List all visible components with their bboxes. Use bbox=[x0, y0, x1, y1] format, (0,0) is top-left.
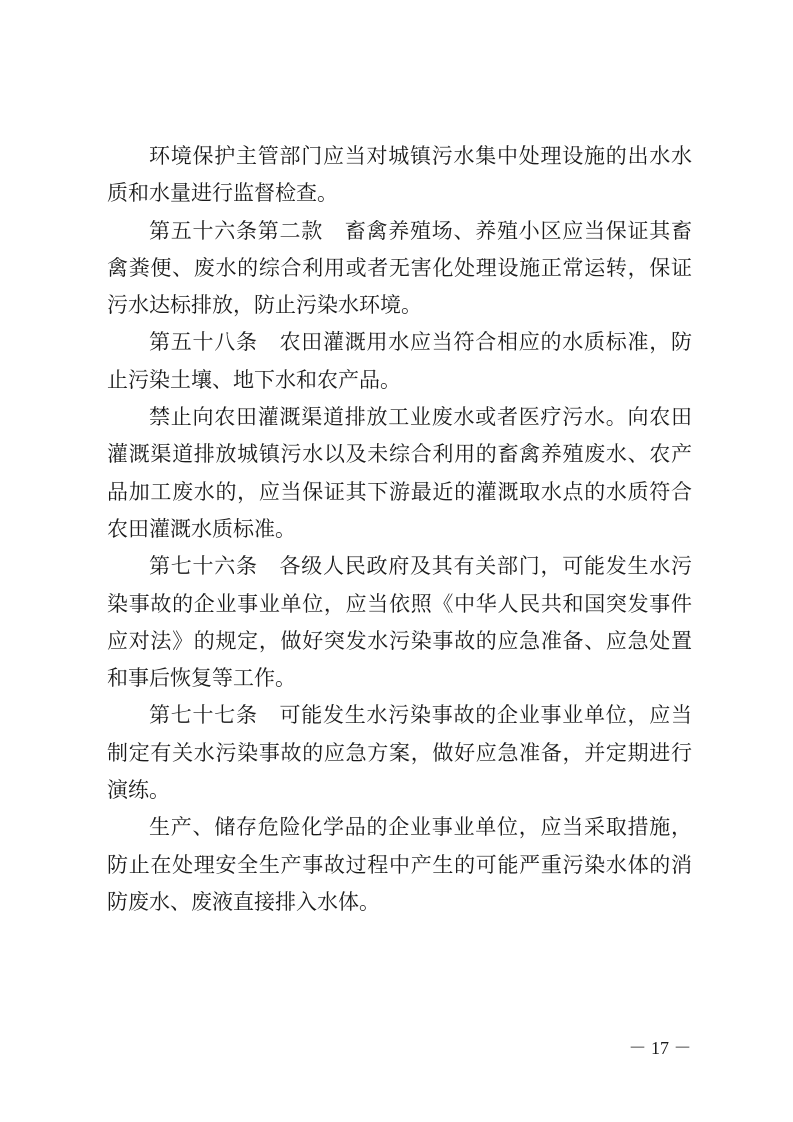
page-number: － 17 － bbox=[628, 1038, 692, 1058]
document-body bbox=[107, 138, 692, 921]
paragraph-3: 第五十八条 农田灌溉用水应当符合相应的水质标准，防止污染土壤、地下水和农产品。 bbox=[107, 330, 692, 392]
paragraph-7: 生产、储存危险化学品的企业事业单位，应当采取措施，防止在处理安全生产事故过程中产生的可能严重污染水体的消防废水、废液直接排入水体。 bbox=[107, 815, 692, 914]
paragraph-4: 禁止向农田灌溉渠道排放工业废水或者医疗污水。向农田灌溉渠道排放城镇污水以及未综合利用的畜禽养殖废水、农产品加工废水的，应当保证其下游最近的灌溉取水点的水质符合农田灌溉水质标准。 bbox=[107, 405, 692, 541]
paragraph-5: 第七十六条 各级人民政府及其有关部门，可能发生水污染事故的企业事业单位，应当依照《中华人民共和国突发事件应对法》的规定，做好突发水污染事故的应急准备、应急处置和事后恢复等工作。 bbox=[107, 554, 692, 691]
paragraph-1: 环境保护主管部门应当对城镇污水集中处理设施的出水水质和水量进行监督检查。 bbox=[107, 144, 692, 206]
paragraph-2: 第五十六条第二款 畜禽养殖场、养殖小区应当保证其畜禽粪便、废水的综合利用或者无害化处理设施正常运转，保证污水达标排放，防止污染水环境。 bbox=[107, 218, 692, 318]
paragraph-6: 第七十七条 可能发生水污染事故的企业事业单位，应当制定有关水污染事故的应急方案，做好应急准备，并定期进行演练。 bbox=[107, 703, 692, 803]
